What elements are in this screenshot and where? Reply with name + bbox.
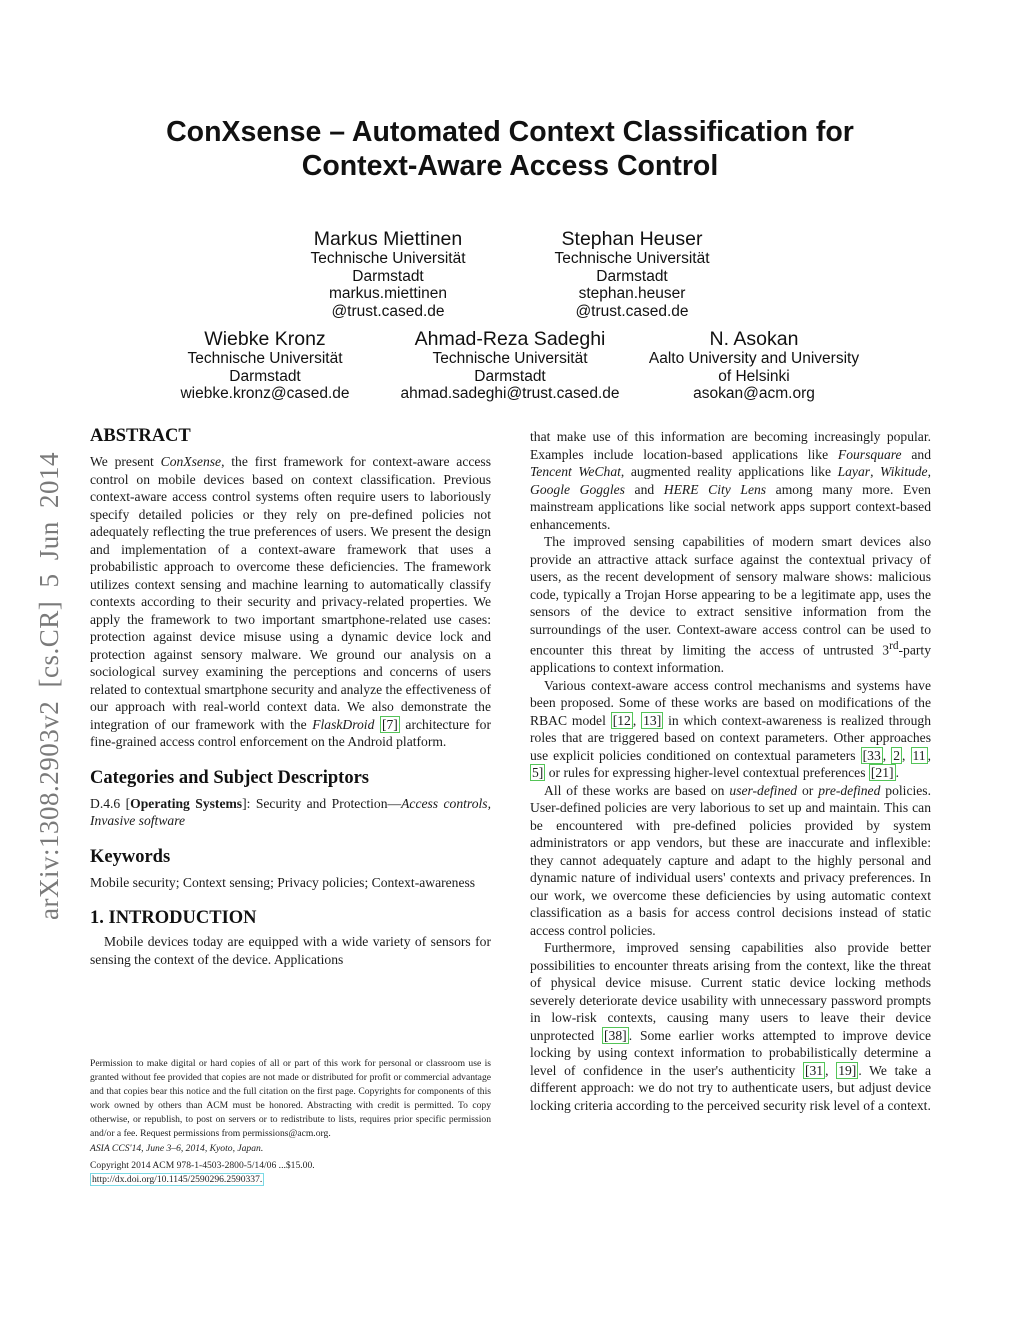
author-affiliation: Technische Universität — [310, 250, 466, 267]
citation-link[interactable]: [7] — [381, 716, 398, 732]
citation-link[interactable]: [38] — [604, 1027, 627, 1043]
introduction-heading: 1. INTRODUCTION — [90, 908, 257, 928]
conference-venue: ASIA CCS'14, June 3–6, 2014, Kyoto, Japan. — [90, 1143, 264, 1154]
author-affiliation: Darmstadt — [596, 267, 668, 285]
author-affiliation: Darmstadt — [229, 367, 301, 385]
keywords-text: Mobile security; Context sensing; Privacy policies; Context-awareness — [90, 874, 476, 890]
author-email: wiebke.kronz@cased.de — [180, 385, 350, 402]
title-line-2: Context-Aware Access Control — [301, 150, 719, 182]
author-email: markus.miettinen — [328, 285, 447, 302]
author-email: stephan.heuser — [578, 285, 686, 302]
citation-link[interactable]: 5] — [532, 765, 544, 781]
author-affiliation: of Helsinki — [718, 367, 790, 385]
categories-text: D.4.6 [Operating Systems]: Security and Protection—Access controls, Invasive software — [90, 795, 491, 828]
author-email: @trust.cased.de — [575, 302, 689, 320]
author-email: asokan@acm.org — [693, 385, 815, 402]
left-column — [90, 425, 491, 968]
author-block-miettinen — [268, 228, 508, 320]
citation-link[interactable]: [31 — [804, 1062, 824, 1078]
doi-link[interactable]: http://dx.doi.org/10.1145/2590296.2590337. — [92, 1174, 263, 1185]
copyright-footnote — [90, 1057, 491, 1187]
citation-link[interactable]: [33 — [862, 747, 881, 763]
permission-notice: Permission to make digital or hard copies of all or part of this work for personal or classroom use is granted without fee provided that copies are not made or distributed for profit or commercial advantage and that copies bear this notice and the full citation on the first page. Copyrights for components of this work owned by others than ACM must be honored. Abstracting with credit is permitted. To copy otherwise, or republish, to post on servers or to redistribute to lists, requires prior specific permission and/or a fee. Request permissions from permissions@acm.org. — [90, 1058, 491, 1139]
citation-link[interactable]: [12 — [612, 712, 631, 728]
author-name: Ahmad-Reza Sadeghi — [414, 328, 606, 350]
body-paragraph: Various context-aware access control mechanisms and systems have been proposed. Some of these works are based on modifications of the RBAC model [12 , 13] in which context-awareness is realized through roles that are triggered based on context parameters. Other approaches use explicit policies conditioned on contextual parameters [33 , 2 , 11 , 5] or rules for expressing higher-level contextual preferences [21] . — [530, 677, 932, 781]
right-column — [530, 428, 931, 1114]
citation-link[interactable]: [21] — [870, 765, 894, 781]
body-paragraph: Furthermore, improved sensing capabilities also provide better possibilities to encounter threats arising from the context, like the threat of physical device misuse. Current static device locking methods severely deteriorate device usability with unnecessary password prompts in low-risk contexts, causing many users to leave their device unprotected [38] . Some earlier works attempted to improve device locking by using context information to probabilistically determine a level of confidence in the user's authenticity [31 , 19] . We take a different approach: we do not try to authenticate users, but adjust device locking criteria according to the perceived security risk level of a context. — [530, 940, 931, 1113]
citation-link[interactable]: 19] — [838, 1062, 857, 1078]
author-affiliation: Darmstadt — [474, 367, 546, 385]
author-email: @trust.cased.de — [331, 302, 445, 320]
author-affiliation: Technische Universität — [432, 350, 588, 367]
author-affiliation: Technische Universität — [187, 350, 343, 367]
copyright-line: Copyright 2014 ACM 978-1-4503-2800-5/14/06 ...$15.00. — [90, 1160, 315, 1171]
author-block-kronz — [145, 328, 385, 403]
author-name: Stephan Heuser — [561, 228, 703, 250]
body-paragraph: All of these works are based on user-defined or pre-defined policies. User-defined policies are very laborious to set up and maintain. This can be encountered with pre-defined policies provided by system administrators or app vendors, but these are inaccurate and inflexible: they cannot adequately capture and adapt to the highly personal and dynamic nature of individual users' contexts and privacy preferences. In our work, we overcome these deficiencies by using automatic context classification as a basis for access control decisions instead of static access control policies. — [530, 782, 931, 938]
author-name: N. Asokan — [709, 328, 799, 350]
author-name: Wiebke Kronz — [204, 328, 326, 350]
author-affiliation: Darmstadt — [352, 267, 424, 285]
citation-link[interactable]: 13] — [643, 712, 662, 728]
author-email: ahmad.sadeghi@trust.cased.de — [400, 385, 620, 402]
citation-link[interactable]: 2 — [893, 747, 901, 763]
title-line-1: ConXsense – Automated Context Classification for — [166, 116, 854, 148]
categories-heading: Categories and Subject Descriptors — [90, 767, 369, 788]
author-block-asokan — [634, 328, 874, 403]
citation-link[interactable]: 11 — [912, 747, 926, 763]
author-block-sadeghi — [385, 328, 635, 403]
body-paragraph: that make use of this information are becoming increasingly popular. Examples include location-based applications like Foursquare and Tencent WeChat, augmented reality applications like Layar, Wikitude, Google Goggles and HERE City Lens among many more. Even mainstream applications like social network apps support context-based enhancements. — [530, 429, 932, 532]
abstract-paragraph: We present ConXsense, the first framework for context-aware access control on mobile devices based on context classification. Previous context-aware access control systems often require users to laboriously specify detailed policies or they rely on pre-defined policies not adequately reflecting the true preferences of users. We present the design and implementation of a context-aware framework that uses a probabilistic approach to overcome these deficiencies. The framework utilizes context sensing and machine learning to automatically classify contexts according to their security and privacy-related properties. We apply the framework to two important smartphone-related use cases: protection against device misuse using a dynamic device lock and protection against sensory malware. We ground our analysis on a sociological survey examining the perceptions and concerns of users related to contextual smartphone security and analyze the effectiveness of our approach with real-world context data. We also demonstrate the integration of our framework with the FlaskDroid [7] architecture for fine-grained access control enforcement on the Android platform. — [90, 454, 492, 749]
body-paragraph: The improved sensing capabilities of modern smart devices also provide an attractive attack surface against the contextual privacy of users, as the recent development of sensory malware shows: malicious code, typically a Trojan Horse appearing to be a legitimate app, uses the sensors of the device to extract sensitive information from the surroundings of the user. Context-aware access control can be used to encounter this threat by limiting the access of untrusted 3rd-party applications to context information. — [530, 534, 931, 676]
intro-paragraph: Mobile devices today are equipped with a wide variety of sensors for sensing the context of the device. Applications — [90, 934, 491, 967]
author-name: Markus Miettinen — [313, 228, 463, 250]
author-affiliation: Technische Universität — [554, 250, 710, 267]
abstract-heading: ABSTRACT — [90, 426, 191, 446]
arxiv-identifier: arXiv:1308.2903v2 [cs.CR] 5 Jun 2014 — [34, 452, 64, 920]
paper-title — [90, 115, 930, 183]
keywords-heading: Keywords — [90, 846, 171, 867]
author-block-heuser — [512, 228, 752, 320]
author-affiliation: Aalto University and University — [648, 350, 860, 367]
